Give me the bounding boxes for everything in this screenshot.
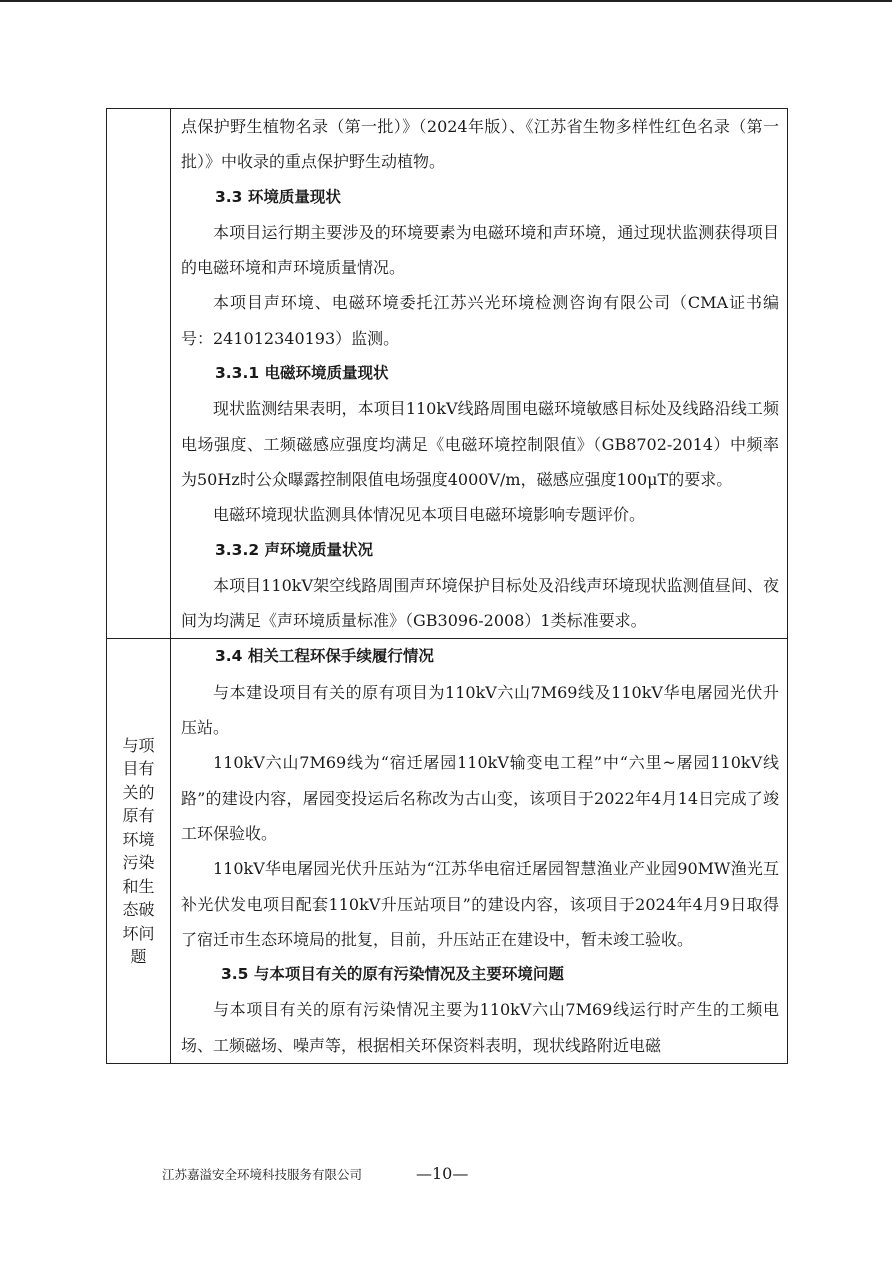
section-heading: 3.5 与本项目有关的原有污染情况及主要环境问题 bbox=[221, 965, 564, 984]
top-border-line bbox=[0, 0, 892, 2]
body-paragraph: 本项目110kV架空线路周围声环境保护目标处及沿线声环境现状监测值昼间、夜间为均满足《声环境质量标准》（GB3096-2008）1类标准要求。 bbox=[181, 575, 779, 631]
body-paragraph: 现状监测结果表明，本项目110kV线路周围电磁环境敏感目标处及线路沿线工频电场强度、工频磁感应强度均满足《电磁环境控制限值》（GB8702-2014）中频率为50Hz时公众曝露控制限值电场强度4000V/m，磁感应强度100μT的要求。 bbox=[181, 399, 779, 489]
section-heading: 3.4 相关工程环保手续履行情况 bbox=[215, 647, 434, 666]
row-label-cell bbox=[107, 109, 171, 639]
section-heading: 3.3.2 声环境质量状况 bbox=[215, 540, 374, 559]
table-row bbox=[107, 109, 788, 639]
body-paragraph: 与本项目有关的原有污染情况主要为110kV六山7M69线运行时产生的工频电场、工频磁场、噪声等，根据相关环保资料表明，现状线路附近电磁 bbox=[181, 1000, 779, 1055]
report-table bbox=[106, 108, 788, 1064]
row-label-cell bbox=[107, 639, 171, 1064]
body-paragraph: 与本建设项目有关的原有项目为110kV六山7M69线及110kV华电屠园光伏升压站。 bbox=[181, 682, 779, 738]
body-paragraph: 110kV华电屠园光伏升压站为“江苏华电宿迁屠园智慧渔业产业园90MW渔光互补光伏发电项目配套110kV升压站项目”的建设内容，该项目于2024年4月9日取得了宿迁市生态环境局的批复，目前，升压站正在建设中，暂未竣工验收。 bbox=[181, 859, 779, 949]
row-content-cell bbox=[171, 109, 788, 639]
row-label: 与项目有关的原有环境污染和生态破坏问题 bbox=[122, 735, 155, 967]
section-heading: 3.3.1 电磁环境质量现状 bbox=[215, 364, 389, 383]
body-paragraph: 本项目声环境、电磁环境委托江苏兴光环境检测咨询有限公司（CMA证书编号：241012340193）监测。 bbox=[181, 293, 779, 348]
table-row bbox=[107, 639, 788, 1064]
body-paragraph: 电磁环境现状监测具体情况见本项目电磁环境影响专题评价。 bbox=[213, 505, 646, 525]
row-content bbox=[171, 639, 787, 1063]
continued-paragraph: 点保护野生植物名录（第一批）》（2024年版）、《江苏省生物多样性红色名录（第一批）》中收录的重点保护野生动植物。 bbox=[181, 117, 779, 172]
body-paragraph: 本项目运行期主要涉及的环境要素为电磁环境和声环境，通过现状监测获得项目的电磁环境和声环境质量情况。 bbox=[181, 222, 779, 278]
page-number: —10— bbox=[416, 1164, 469, 1183]
row-content-cell bbox=[171, 639, 788, 1064]
row-content bbox=[171, 109, 787, 638]
body-paragraph: 110kV六山7M69线为“宿迁屠园110kV输变电工程”中“六里~屠园110kV线路”的建设内容，屠园变投运后名称改为古山变，该项目于2022年4月14日完成了竣工环保验收。 bbox=[181, 753, 779, 843]
footer-company: 江苏嘉溢安全环境科技服务有限公司 bbox=[162, 1167, 363, 1182]
section-heading: 3.3 环境质量现状 bbox=[215, 187, 341, 206]
